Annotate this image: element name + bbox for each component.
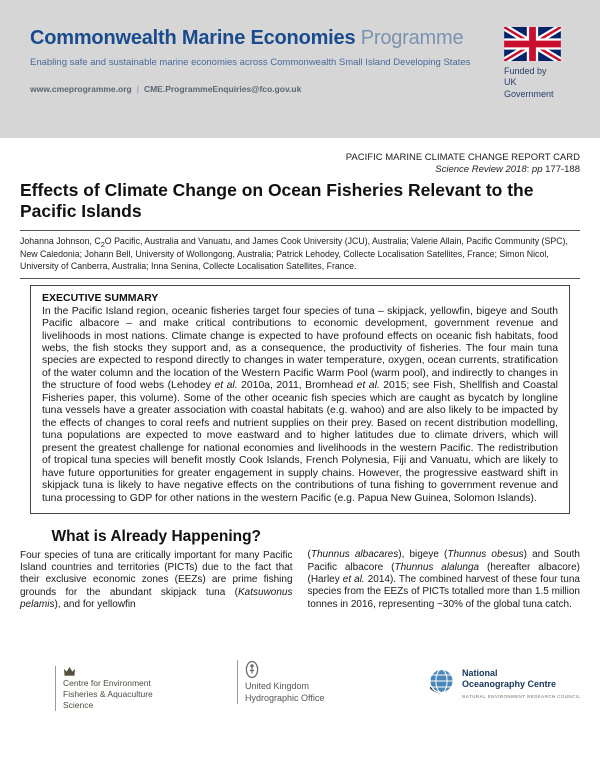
- noc-label: National Oceanography Centre NATURAL ENVIRONMENT RESEARCH COUNCIL: [462, 668, 581, 699]
- science-review-citation: Science Review 2018: pp 177-188: [435, 164, 580, 175]
- paper-title: Effects of Climate Change on Ocean Fisheries Relevant to the Pacific Islands: [20, 180, 534, 222]
- noc-globe-icon: [428, 668, 455, 695]
- funded-by-label: Funded by UK Government: [504, 66, 554, 99]
- noc-caption: NATURAL ENVIRONMENT RESEARCH COUNCIL: [462, 693, 581, 699]
- union-jack-flag-icon: [504, 27, 561, 61]
- partner-logos-footer: [0, 660, 600, 750]
- cefas-logo: [55, 666, 153, 711]
- programme-email: CME.ProgrammeEnquiries@fco.gov.uk: [143, 84, 302, 94]
- executive-summary-box: [30, 285, 570, 515]
- cefas-label: Centre for Environment Fisheries & Aquaculture Science: [63, 678, 153, 711]
- column-left-text: Four species of tuna are critically important for many Pacific Island countries and territories (PICTs) due to the fact that their exclusive economic zones (EEZs) are prime fishing grounds for the abundant skipjack tuna (Katsuwonus pelamis), and for yellowfin: [20, 549, 293, 611]
- executive-summary-text: In the Pacific Island region, oceanic fisheries target four species of tuna – skipjack, yellowfin, bigeye and South Pacific albacore – and make critical contributions to economic development, government revenue and livelihoods in most nations. Climate change is expected to have profound effects on oceanic fish habitats, food webs, the fish stocks they support and, as a consequence, the productivity of fisheries. The four main tuna species are expected to respond directly to changes in water temperature, oxygen, ocean currents, stratification of the water column and the location of the Western Pacific Warm Pool (warm pool), and indirectly to changes in the structure of food webs (Lehodey et al. 2010a, 2011, Bromhead et al. 2015; see Fish, Shellfish and Coastal Fisheries paper, this volume). Some of the other oceanic fish species which are caught as bycatch by longline tuna vessels have a greater association with coastal habitats (e.g. wahoo) and are also likely to be impacted by the effects of changes to coral reefs and nutrient supplies on their prey. Based on recent distribution modelling, tuna populations are expected to move eastward and to higher latitudes due to climate drivers, which will present the greatest challenge for national economies and livelihoods in the western Pacific. The redistribution of tropical tuna species will benefit mostly Cook Islands, French Polynesia, Fiji and Vanuatu, which are likely to have future opportunities for greater engagement in supply chains. However, the progressive eastward shift in skipjack tuna is likely to have negative effects on the contributions of tuna fishing to government revenue and tuna processing to GDP for other nations in the western Pacific (e.g. Papua New Guinea, Solomon Islands).: [42, 305, 558, 504]
- authors-bottom-rule: [20, 278, 580, 279]
- column-left: [20, 527, 293, 611]
- contact-divider: |: [136, 84, 139, 94]
- column-right-text: (Thunnus albacares), bigeye (Thunnus obesus) and South Pacific albacore (Thunnus alalunga (hereafter albacore) (Harley et al. 2014). The combined harvest of these four tuna species from the EEZs of PICTs totalled more than 1.5 million tonnes in 2016, representing ~30% of the global tuna catch.: [307, 549, 580, 610]
- ukho-label: United Kingdom Hydrographic Office: [245, 681, 325, 703]
- executive-summary-heading: EXECUTIVE SUMMARY: [42, 291, 159, 304]
- section-heading: What is Already Happening?: [51, 528, 262, 546]
- authors-top-rule: [20, 230, 580, 231]
- cefas-crest-icon: [63, 666, 76, 676]
- what-is-happening-section: [20, 527, 580, 611]
- document-body: [0, 138, 600, 611]
- uk-government-mark: [504, 27, 564, 100]
- programme-tagline: Enabling safe and sustainable marine economies across Commonwealth Small Island Developing States: [30, 57, 471, 68]
- programme-title-bold: Commonwealth Marine Economies: [30, 27, 356, 49]
- report-card-series-label: PACIFIC MARINE CLIMATE CHANGE REPORT CARD: [345, 152, 580, 163]
- programme-masthead: [0, 0, 600, 138]
- authors-line: Johanna Johnson, $C_2O$ Pacific, Australia and Vanuatu, and James Cook University (JCU), Australia; Valerie Allain, Pacific Community (SPC), New Caledonia; Johann Bell, University of Wollongong, Australia; Patrick Lehodey, Collecte Localisation Satellites, France; Simon Nicol, University of Canberra, Australia; Inna Senina, Collecte Localisation Satellites, France.: [20, 235, 568, 271]
- programme-title-light: Programme: [355, 27, 464, 49]
- programme-website: www.cmeprogramme.org: [30, 84, 132, 94]
- ukho-logo: [237, 660, 324, 704]
- ukho-crest-icon: [245, 660, 259, 679]
- column-right: [308, 527, 581, 611]
- noc-logo: [428, 668, 580, 699]
